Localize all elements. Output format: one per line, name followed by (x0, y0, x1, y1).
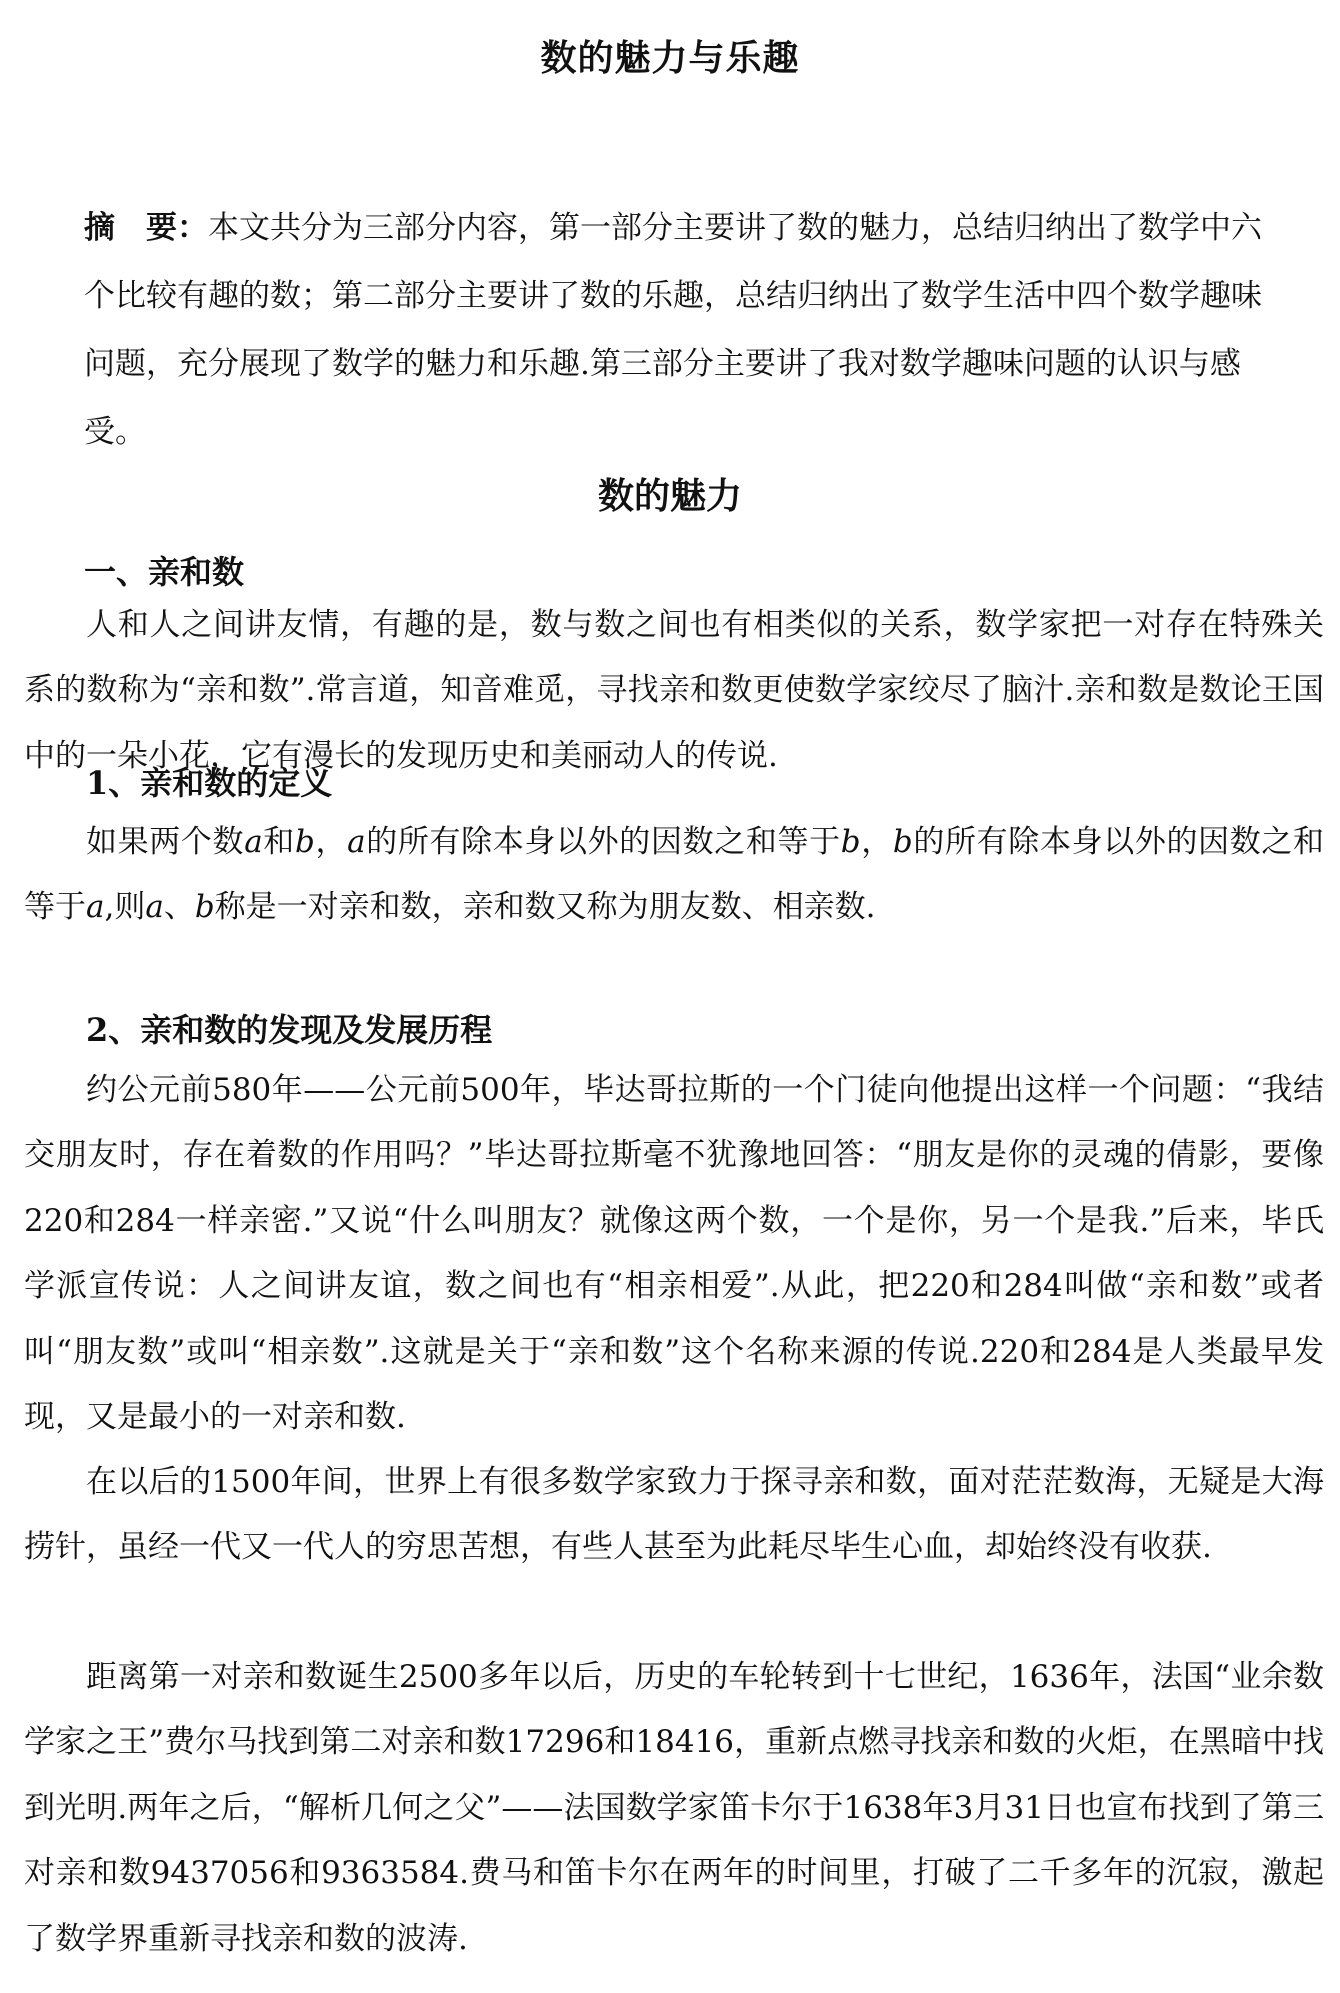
def-text: ,则 (104, 889, 146, 926)
var-a: a (244, 824, 263, 860)
var-b: b (194, 889, 215, 926)
paragraph-history-3: 距离第一对亲和数诞生2500多年以后，历史的车轮转到十七世纪，1636年，法国“业余数学家之王”费尔马找到第二对亲和数17296和18416，重新点燃寻找亲和数的火炬，在黑暗中找到光明.两年之后，“解析几何之父”——法国数学家笛卡尔于1638年3月31日也宣布找到了第三对亲和数9437056和9363584.费马和笛卡尔在两年的时间里，打破了二千多年的沉寂，激起了数学界重新寻找亲和数的波涛. (24, 1659, 1324, 1957)
var-b: b (294, 824, 315, 860)
heading-history: 2、亲和数的发现及发展历程 (86, 1011, 493, 1049)
section-title: 数的魅力 (597, 475, 742, 517)
def-text: 的所有除本身以外的因数之和等于 (365, 824, 841, 860)
def-text: 的所有除本身以外的因数之和等于 (24, 824, 1325, 926)
var-b: b (840, 824, 861, 860)
abstract-text: 本文共分为三部分内容，第一部分主要讲了数的魅力，总结归纳出了数学中六个比较有趣的数；第二部分主要讲了数的乐趣，总结归纳出了数学生活中四个数学趣味问题，充分展现了数学的魅力和乐趣.第三部分主要讲了我对数学趣味问题的认识与感受。 (84, 210, 1262, 450)
def-text: ， (860, 824, 893, 860)
def-text: 如果两个数 (86, 824, 245, 860)
paragraph-intro: 人和人之间讲友情，有趣的是，数与数之间也有相类似的关系，数学家把一对存在特殊关系的数称为“亲和数”.常言道，知音难觅，寻找亲和数更使数学家绞尽了脑汁.亲和数是数论王国中的一朵小花，它有漫长的发现历史和美丽动人的传说. (24, 607, 1324, 774)
def-text: 称是一对亲和数，亲和数又称为朋友数、相亲数. (214, 889, 876, 926)
paragraph-definition (24, 810, 1324, 941)
var-a: a (86, 889, 105, 926)
var-b: b (892, 824, 913, 860)
def-text: 和 (262, 824, 295, 860)
def-text: ， (314, 824, 348, 860)
abstract-label: 摘 要： (84, 210, 208, 246)
def-text: 、 (163, 889, 195, 926)
paragraph-history-2: 在以后的1500年间，世界上有很多数学家致力于探寻亲和数，面对茫茫数海，无疑是大海捞针，虽经一代又一代人的穷思苦想，有些人甚至为此耗尽毕生心血，却始终没有收获. (24, 1464, 1324, 1566)
abstract (84, 194, 1269, 466)
var-a: a (145, 889, 164, 926)
document-title: 数的魅力与乐趣 (540, 37, 800, 79)
paragraph-history-1: 约公元前580年——公元前500年，毕达哥拉斯的一个门徒向他提出这样一个问题：“我结交朋友时，存在着数的作用吗？”毕达哥拉斯毫不犹豫地回答：“朋友是你的灵魂的倩影，要像220和284一样亲密.”又说“什么叫朋友？就像这两个数，一个是你，另一个是我.”后来，毕氏学派宣传说：人之间讲友谊，数之间也有“相亲相爱”.从此，把220和284叫做“亲和数”或者叫“朋友数”或叫“相亲数”.这就是关于“亲和数”这个名称来源的传说.220和284是人类最早发现，又是最小的一对亲和数. (24, 1072, 1324, 1436)
var-a: a (347, 824, 366, 860)
heading-definition: 1、亲和数的定义 (86, 764, 333, 802)
heading-amicable-numbers: 一、亲和数 (84, 553, 245, 591)
